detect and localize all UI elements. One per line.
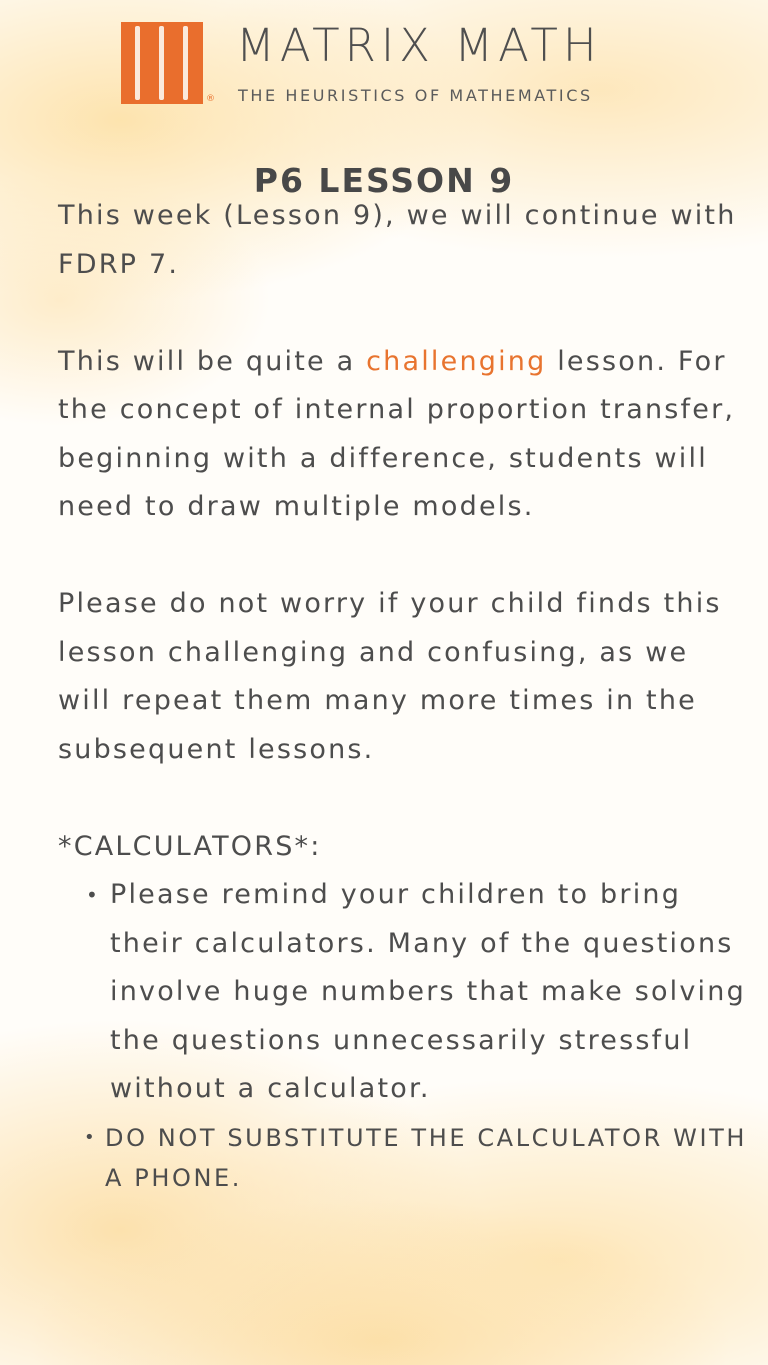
challenge-paragraph [58,338,748,532]
lesson-content [58,192,748,1198]
challenging-highlight: challenging [366,345,547,377]
challenge-text-before: This will be quite a [58,345,367,377]
challenge-text-after: lesson. For the concept of internal proportion transfer, beginning with a difference, students will need to draw multiple models. [58,345,736,522]
no-phone-warning-text: DO NOT SUBSTITUTE THE CALCULATOR WITH A PHONE. [105,1123,748,1192]
lesson-title: P6 LESSON 9 [253,161,515,201]
list-item [58,1118,748,1198]
bullet-icon: • [86,883,100,907]
calculator-reminder-text: Please remind your children to bring their calculators. Many of the questions involve huge numbers that make solving the questions unnecessarily stressful without a calculator. [110,879,746,1104]
brand-tagline: THE HEURISTICS OF MATHEMATICS [238,86,593,105]
reassurance-paragraph: Please do not worry if your child finds this lesson challenging and confusing, as we will repeat them many more times in the subsequent lessons. [58,588,722,765]
registered-mark: ® [206,94,215,104]
brand-name: MATRIX MATH [236,19,602,72]
calculators-list [58,871,748,1198]
calculators-heading: *CALCULATORS*: [58,830,322,862]
matrix-math-logo-icon [121,22,203,104]
intro-paragraph: This week (Lesson 9), we will continue with FDRP 7. [58,200,737,280]
list-item [58,871,748,1114]
bullet-icon: • [84,1126,98,1148]
brand-header [121,19,681,108]
